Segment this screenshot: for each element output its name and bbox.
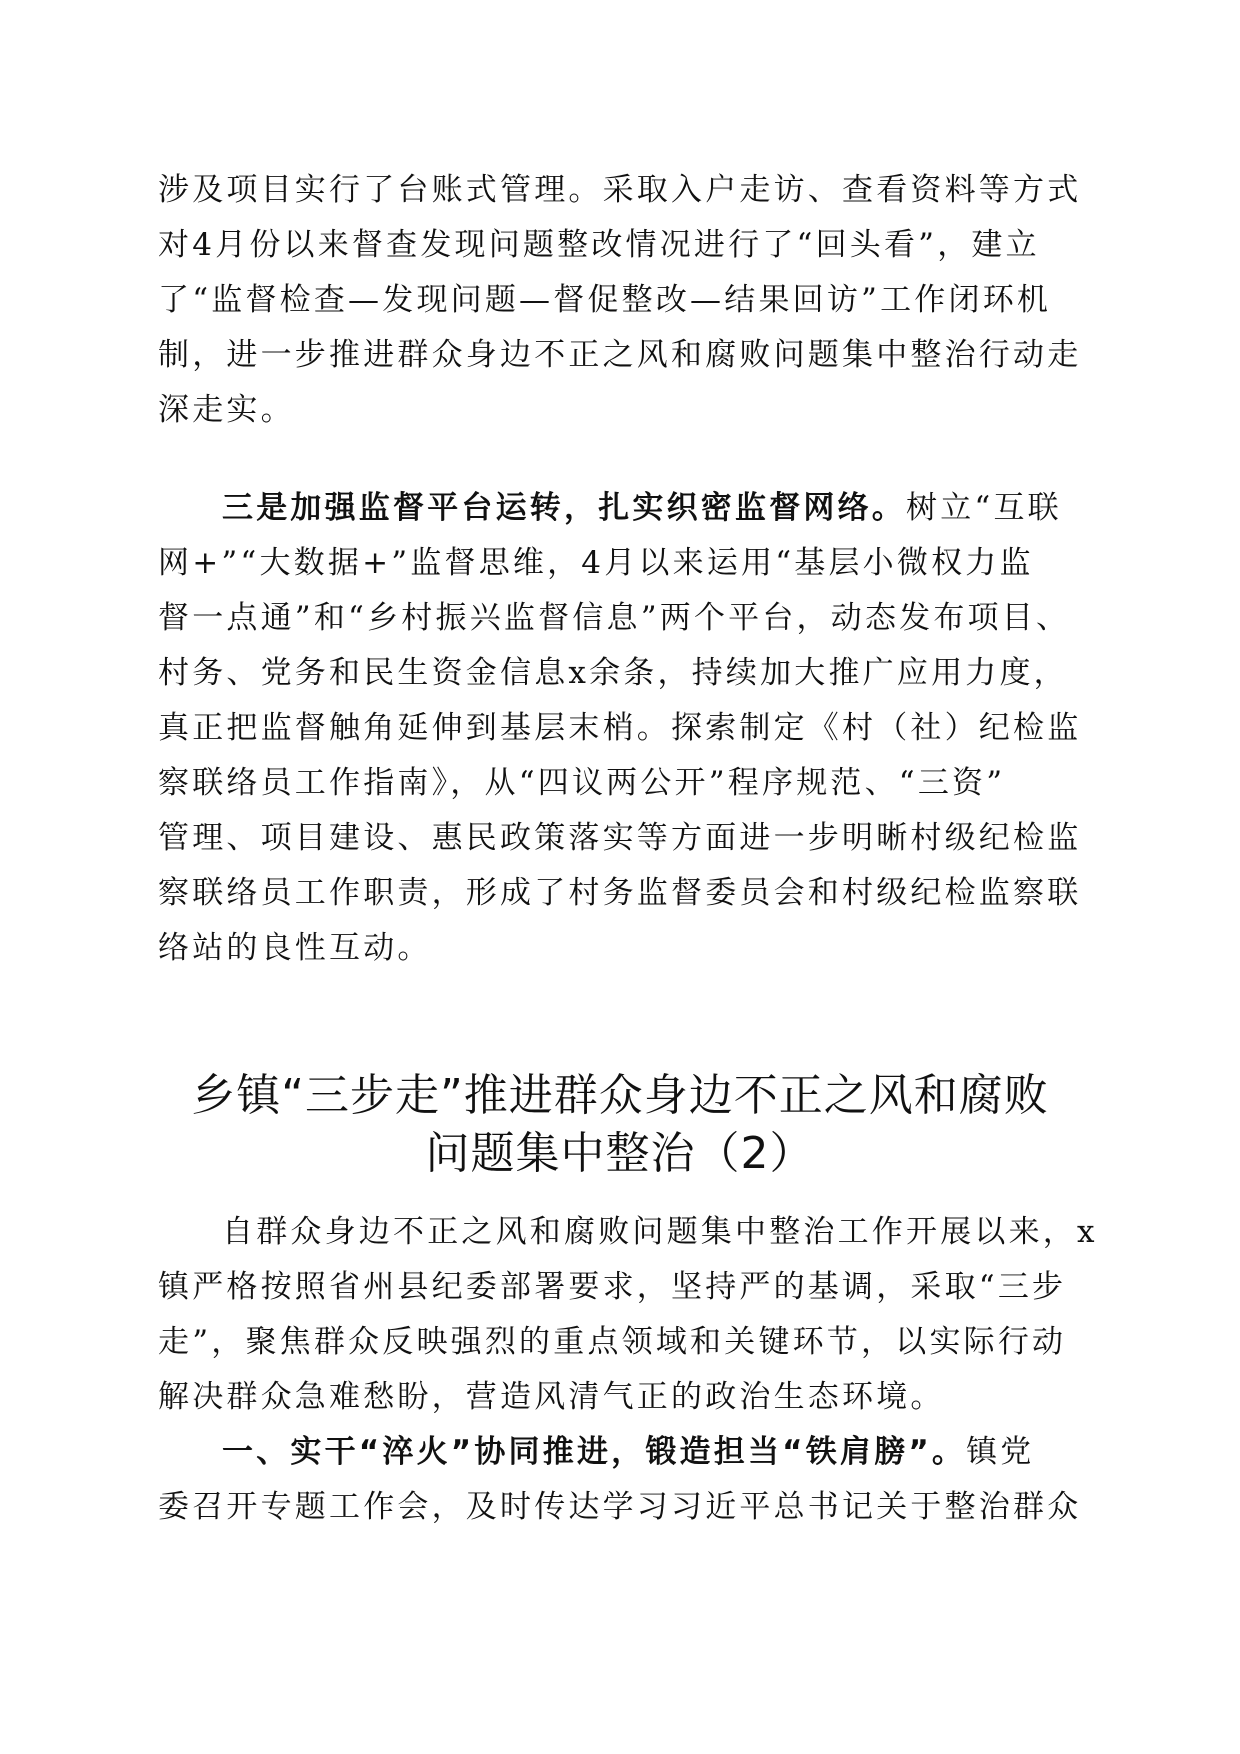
article-title-line2: 问题集中整治（2） — [425, 1128, 815, 1179]
body-line: 解决群众急难愁盼，营造风清气正的政治生态环境。 — [158, 1379, 945, 1415]
body-line: 络站的良性互动。 — [158, 930, 432, 966]
body-line: 委召开专题工作会，及时传达学习习近平总书记关于整治群众 — [158, 1489, 1082, 1525]
body-text: 镇党 — [966, 1434, 1035, 1470]
article-title-line1: 乡镇“三步走”推进群众身边不正之风和腐败 — [191, 1070, 1049, 1121]
body-line: 对4月份以来督查发现问题整改情况进行了“回头看”，建立 — [158, 227, 1040, 263]
body-line: 制，进一步推进群众身边不正之风和腐败问题集中整治行动走 — [158, 337, 1082, 373]
body-line: 管理、项目建设、惠民政策落实等方面进一步明晰村级纪检监 — [158, 820, 1082, 856]
body-line: 村务、党务和民生资金信息x余条，持续加大推广应用力度， — [158, 655, 1068, 691]
body-line: 真正把监督触角延伸到基层末梢。探索制定《村（社）纪检监 — [158, 710, 1082, 746]
body-text: 树立“互联 — [906, 490, 1062, 526]
paragraph-heading: 三是加强监督平台运转，扎实织密监督网络。 — [222, 490, 906, 526]
body-line: 深走实。 — [158, 392, 295, 428]
body-line — [222, 1432, 1035, 1472]
body-line: 镇严格按照省州县纪委部署要求，坚持严的基调，采取“三步 — [158, 1269, 1067, 1305]
body-line: 走”，聚焦群众反映强烈的重点领域和关键环节，以实际行动 — [158, 1324, 1067, 1360]
body-line — [222, 488, 1062, 528]
body-line: 察联络员工作指南》，从“四议两公开”程序规范、“三资” — [158, 765, 1006, 801]
body-line: 自群众身边不正之风和腐败问题集中整治工作开展以来，x — [222, 1214, 1098, 1250]
section-heading: 一、实干“淬火”协同推进，锻造担当“铁肩膀”。 — [222, 1434, 967, 1470]
body-line: 了“监督检查—发现问题—督促整改—结果回访”工作闭环机 — [158, 282, 1052, 318]
body-line: 督一点通”和“乡村振兴监督信息”两个平台，动态发布项目、 — [158, 600, 1071, 636]
body-line: 涉及项目实行了台账式管理。采取入户走访、查看资料等方式 — [158, 172, 1082, 208]
body-line: 网+”“大数据+”监督思维，4月以来运用“基层小微权力监 — [158, 545, 1034, 581]
body-line: 察联络员工作职责，形成了村务监督委员会和村级纪检监察联 — [158, 875, 1082, 911]
